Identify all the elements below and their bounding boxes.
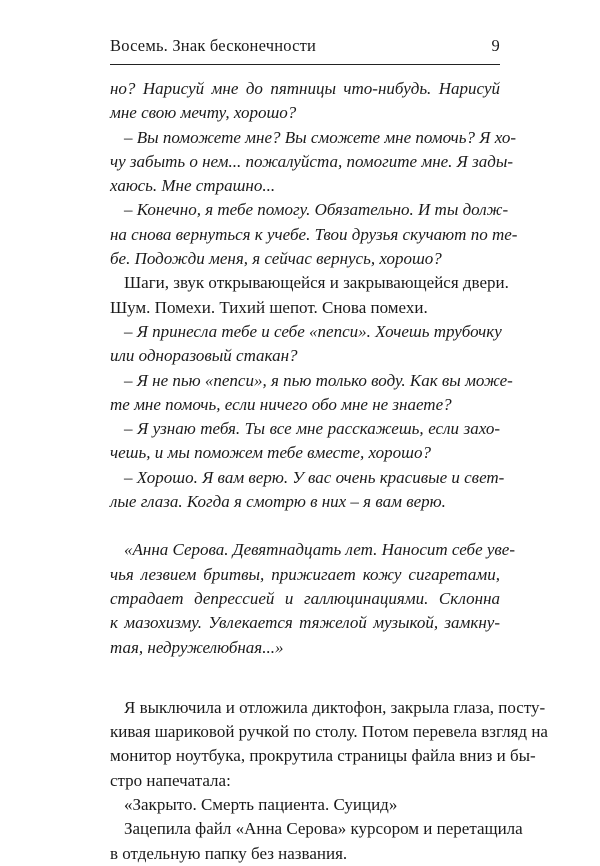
text-line: те мне помочь, если ничего обо мне не знаете? — [110, 394, 452, 414]
paragraph-gap — [110, 514, 500, 538]
text-line: – Я узнаю тебя. Ты все мне расскажешь, если захо- — [124, 419, 500, 439]
text-line: в отдельную папку без названия. — [110, 843, 348, 863]
text-line: или одноразовый стакан? — [110, 346, 298, 366]
text-line: чешь, и мы поможем тебе вместе, хорошо? — [110, 443, 431, 463]
text-line: Шаги, звук открывающейся и закрывающейся двери. — [124, 273, 509, 293]
text-line: бе. Подожди меня, я сейчас вернусь, хорошо? — [110, 249, 442, 269]
text-line: – Хорошо. Я вам верю. У вас очень красивые и свет- — [124, 467, 505, 487]
text-line: «Закрыто. Смерть пациента. Суицид» — [124, 795, 398, 815]
text-line: Я выключила и отложила диктофон, закрыла глаза, посту- — [124, 697, 546, 717]
text-line: на снова вернуться к учебе. Твои друзья скучают по те- — [110, 224, 518, 244]
text-line: чья лезвием бритвы, прижигает кожу сигаретами, — [110, 564, 500, 584]
text-line: – Вы поможете мне? Вы сможете мне помочь? Я хо- — [124, 127, 516, 147]
text-line: чу забыть о нем... пожалуйста, помогите мне. Я зады- — [110, 151, 514, 171]
text-line: Шум. Помехи. Тихий шепот. Снова помехи. — [110, 297, 428, 317]
text-line: – Я не пью «пепси», я пью только воду. Как вы може- — [124, 370, 513, 390]
running-header — [110, 36, 500, 64]
header-rule — [110, 64, 500, 65]
text-line: монитор ноутбука, прокрутила страницы файла вниз и бы- — [110, 746, 536, 766]
text-line: лые глаза. Когда я смотрю в них – я вам верю. — [110, 492, 446, 512]
text-line: «Анна Серова. Девятнадцать лет. Наносит себе уве- — [124, 540, 516, 560]
text-line: стро напечатала: — [110, 770, 231, 790]
text-line: тая, недружелюбная...» — [110, 637, 284, 657]
paragraph-gap — [110, 660, 500, 696]
text-line: Зацепила файл «Анна Серова» курсором и перетащила — [124, 819, 523, 839]
text-line: мне свою мечту, хорошо? — [110, 103, 297, 123]
text-line: но? Нарисуй мне до пятницы что-нибудь. Нарисуй — [110, 79, 500, 98]
page-body — [110, 77, 548, 866]
text-line: – Конечно, я тебе помогу. Обязательно. И ты долж- — [124, 200, 509, 220]
text-line: страдает депрессией и галлюцинациями. Склонна — [110, 588, 500, 608]
page-number: 9 — [491, 36, 500, 55]
text-line: к мазохизму. Увлекается тяжелой музыкой, замкну- — [110, 613, 500, 633]
chapter-title: Восемь. Знак бесконечности — [110, 36, 317, 55]
text-line: – Я принесла тебе и себе «пепси». Хочешь трубочку — [124, 321, 502, 341]
text-line: хаюсь. Мне страшно... — [110, 176, 276, 196]
text-line: кивая шариковой ручкой по столу. Потом перевела взгляд на — [110, 722, 548, 742]
